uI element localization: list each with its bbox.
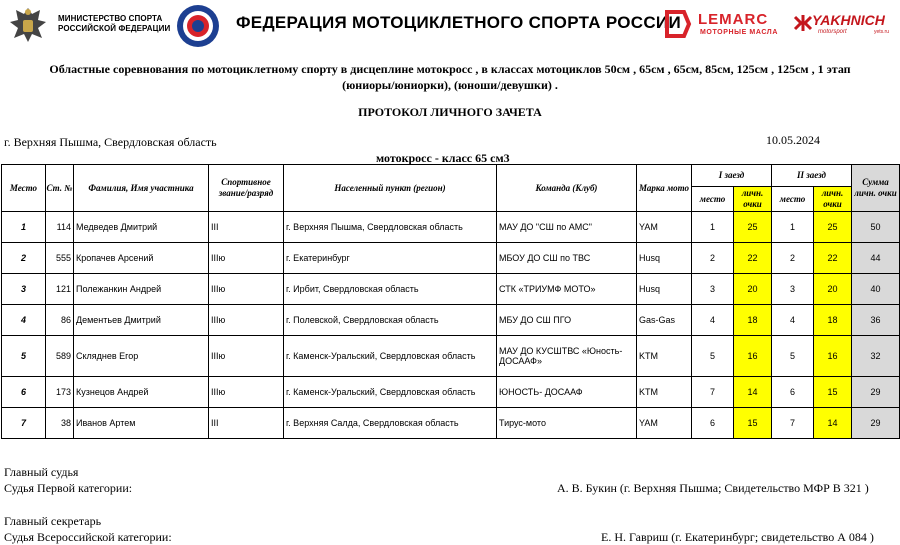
cell-place: 5 — [2, 336, 46, 377]
cell-place: 3 — [2, 274, 46, 305]
cell-number: 114 — [46, 212, 74, 243]
cell-team: ЮНОСТЬ- ДОСААФ — [497, 377, 637, 408]
lemarc-logo-icon — [664, 9, 692, 39]
cell-city: г. Каменск-Уральский, Свердловская область — [284, 336, 497, 377]
chief-secretary-name: Е. Н. Гавриш (г. Екатеринбург; свидетельство А 084 ) — [601, 530, 874, 544]
table-row — [2, 408, 900, 439]
cell-race-2-position: 6 — [772, 377, 814, 408]
cell-race-1-position: 7 — [692, 377, 734, 408]
cell-brand: Husq — [637, 243, 692, 274]
cell-rank: III — [209, 408, 284, 439]
header-race-2-position: место — [772, 187, 814, 212]
yakhnich-logo-text: YAKHNICH — [812, 12, 885, 28]
cell-rank: III — [209, 212, 284, 243]
cell-name: Полежанкин Андрей — [74, 274, 209, 305]
cell-city: г. Екатеринбург — [284, 243, 497, 274]
cell-total: 29 — [852, 377, 900, 408]
event-location: г. Верхняя Пышма, Свердловская область — [4, 135, 217, 149]
cell-team: СТК «ТРИУМФ МОТО» — [497, 274, 637, 305]
mfr-logo-icon — [176, 4, 220, 48]
table-row — [2, 274, 900, 305]
cell-race-2-position: 3 — [772, 274, 814, 305]
cell-name: Кропачев Арсений — [74, 243, 209, 274]
cell-race-2-position: 7 — [772, 408, 814, 439]
ministry-line-2: РОССИЙСКОЙ ФЕДЕРАЦИИ — [58, 24, 171, 33]
header-city: Населенный пункт (регион) — [284, 165, 497, 212]
cell-rank: IIIю — [209, 243, 284, 274]
cell-brand: Husq — [637, 274, 692, 305]
chief-judge-name: А. В. Букин (г. Верхняя Пышма; Свидетельство МФР В 321 ) — [557, 481, 869, 495]
cell-number: 86 — [46, 305, 74, 336]
header-race-1: I заезд — [692, 165, 772, 187]
russian-emblem-icon — [6, 4, 50, 46]
cell-race-2-points: 25 — [814, 212, 852, 243]
cell-city: г. Ирбит, Свердловская область — [284, 274, 497, 305]
table-row — [2, 305, 900, 336]
protocol-heading: ПРОТОКОЛ ЛИЧНОГО ЗАЧЕТА — [358, 105, 542, 119]
header-brand: Марка мото — [637, 165, 692, 212]
cell-total: 32 — [852, 336, 900, 377]
cell-race-2-position: 2 — [772, 243, 814, 274]
header-number: Ст. № — [46, 165, 74, 212]
header-race-1-position: место — [692, 187, 734, 212]
cell-place: 7 — [2, 408, 46, 439]
federation-title: ФЕДЕРАЦИЯ МОТОЦИКЛЕТНОГО СПОРТА РОССИИ — [236, 13, 681, 32]
cell-race-1-position: 1 — [692, 212, 734, 243]
competition-title — [0, 61, 900, 93]
header-place: Место — [2, 165, 46, 212]
cell-rank: IIIю — [209, 377, 284, 408]
cell-place: 2 — [2, 243, 46, 274]
cell-total: 44 — [852, 243, 900, 274]
cell-number: 555 — [46, 243, 74, 274]
cell-race-2-points: 22 — [814, 243, 852, 274]
cell-place: 1 — [2, 212, 46, 243]
cell-number: 121 — [46, 274, 74, 305]
results-table — [1, 164, 900, 439]
cell-brand: KTM — [637, 377, 692, 408]
cell-number: 173 — [46, 377, 74, 408]
cell-rank: IIIю — [209, 274, 284, 305]
cell-team: МАУ ДО "СШ по АМС" — [497, 212, 637, 243]
header-name: Фамилия, Имя участника — [74, 165, 209, 212]
cell-name: Иванов Артем — [74, 408, 209, 439]
cell-city: г. Верхняя Салда, Свердловская область — [284, 408, 497, 439]
cell-rank: IIIю — [209, 305, 284, 336]
header-race-2: II заезд — [772, 165, 852, 187]
cell-number: 38 — [46, 408, 74, 439]
header-team: Команда (Клуб) — [497, 165, 637, 212]
cell-brand: KTM — [637, 336, 692, 377]
cell-team: МБУ ДО СШ ПГО — [497, 305, 637, 336]
header-race-1-points: личн. очки — [734, 187, 772, 212]
header-banner — [0, 0, 900, 50]
cell-race-2-position: 5 — [772, 336, 814, 377]
table-row — [2, 212, 900, 243]
chief-secretary-category: Судья Всероссийской категории: — [4, 530, 172, 544]
cell-number: 589 — [46, 336, 74, 377]
cell-total: 29 — [852, 408, 900, 439]
cell-brand: YAM — [637, 408, 692, 439]
cell-team: Тирус-мото — [497, 408, 637, 439]
chief-judge-title: Главный судья — [4, 465, 79, 479]
cell-city: г. Каменск-Уральский, Свердловская область — [284, 377, 497, 408]
ministry-line-1: МИНИСТЕРСТВО СПОРТА — [58, 14, 163, 23]
cell-name: Кузнецов Андрей — [74, 377, 209, 408]
cell-place: 6 — [2, 377, 46, 408]
table-row — [2, 377, 900, 408]
cell-race-1-points: 15 — [734, 408, 772, 439]
yakhnich-logo-icon — [793, 13, 813, 33]
yakhnich-subtitle: motorsport — [818, 29, 847, 35]
event-date: 10.05.2024 — [766, 133, 820, 147]
cell-city: г. Верхняя Пышма, Свердловская область — [284, 212, 497, 243]
cell-race-1-points: 20 — [734, 274, 772, 305]
cell-race-1-position: 4 — [692, 305, 734, 336]
cell-race-2-points: 15 — [814, 377, 852, 408]
lemarc-logo-text: LEMARC — [698, 11, 769, 28]
cell-race-2-points: 14 — [814, 408, 852, 439]
cell-race-2-points: 16 — [814, 336, 852, 377]
cell-name: Дементьев Дмитрий — [74, 305, 209, 336]
cell-race-1-position: 6 — [692, 408, 734, 439]
cell-race-2-points: 18 — [814, 305, 852, 336]
cell-brand: Gas-Gas — [637, 305, 692, 336]
cell-name: Медведев Дмитрий — [74, 212, 209, 243]
cell-race-1-position: 3 — [692, 274, 734, 305]
cell-race-1-points: 18 — [734, 305, 772, 336]
cell-race-1-points: 16 — [734, 336, 772, 377]
yakhnich-url: yets.ru — [874, 29, 890, 35]
class-label: мотокросс - класс 65 см3 — [376, 151, 510, 165]
cell-name: Скляднев Егор — [74, 336, 209, 377]
header-total: Сумма личн. очки — [852, 165, 900, 212]
table-row — [2, 336, 900, 377]
cell-rank: IIIю — [209, 336, 284, 377]
cell-race-2-position: 1 — [772, 212, 814, 243]
chief-judge-category: Судья Первой категории: — [4, 481, 133, 495]
cell-race-1-points: 25 — [734, 212, 772, 243]
cell-race-1-position: 5 — [692, 336, 734, 377]
ministry-name — [58, 14, 170, 34]
cell-race-2-position: 4 — [772, 305, 814, 336]
cell-place: 4 — [2, 305, 46, 336]
cell-city: г. Полевской, Свердловская область — [284, 305, 497, 336]
cell-total: 40 — [852, 274, 900, 305]
results-body — [2, 212, 900, 439]
cell-race-2-points: 20 — [814, 274, 852, 305]
cell-total: 36 — [852, 305, 900, 336]
header-race-2-points: личн. очки — [814, 187, 852, 212]
lemarc-subtitle: МОТОРНЫЕ МАСЛА — [700, 29, 778, 36]
cell-race-1-position: 2 — [692, 243, 734, 274]
cell-race-1-points: 14 — [734, 377, 772, 408]
cell-brand: YAM — [637, 212, 692, 243]
competition-title-line-2: (юниоры/юниорки), (юноши/девушки) . — [342, 78, 558, 92]
cell-team: МАУ ДО КУСШТВС «Юность-ДОСААФ» — [497, 336, 637, 377]
chief-secretary-title: Главный секретарь — [4, 514, 102, 528]
competition-title-line-1: Областные соревнования по мотоциклетному спорту в дисцеплине мотокросс , в классах мотоциклов 50см , 65см , 65см, 85см, 125см , 125см , 1 этап — [49, 62, 851, 76]
cell-team: МБОУ ДО СШ по ТВС — [497, 243, 637, 274]
header-rank: Спортивное звание/разряд — [209, 165, 284, 212]
cell-total: 50 — [852, 212, 900, 243]
cell-race-1-points: 22 — [734, 243, 772, 274]
table-row — [2, 243, 900, 274]
